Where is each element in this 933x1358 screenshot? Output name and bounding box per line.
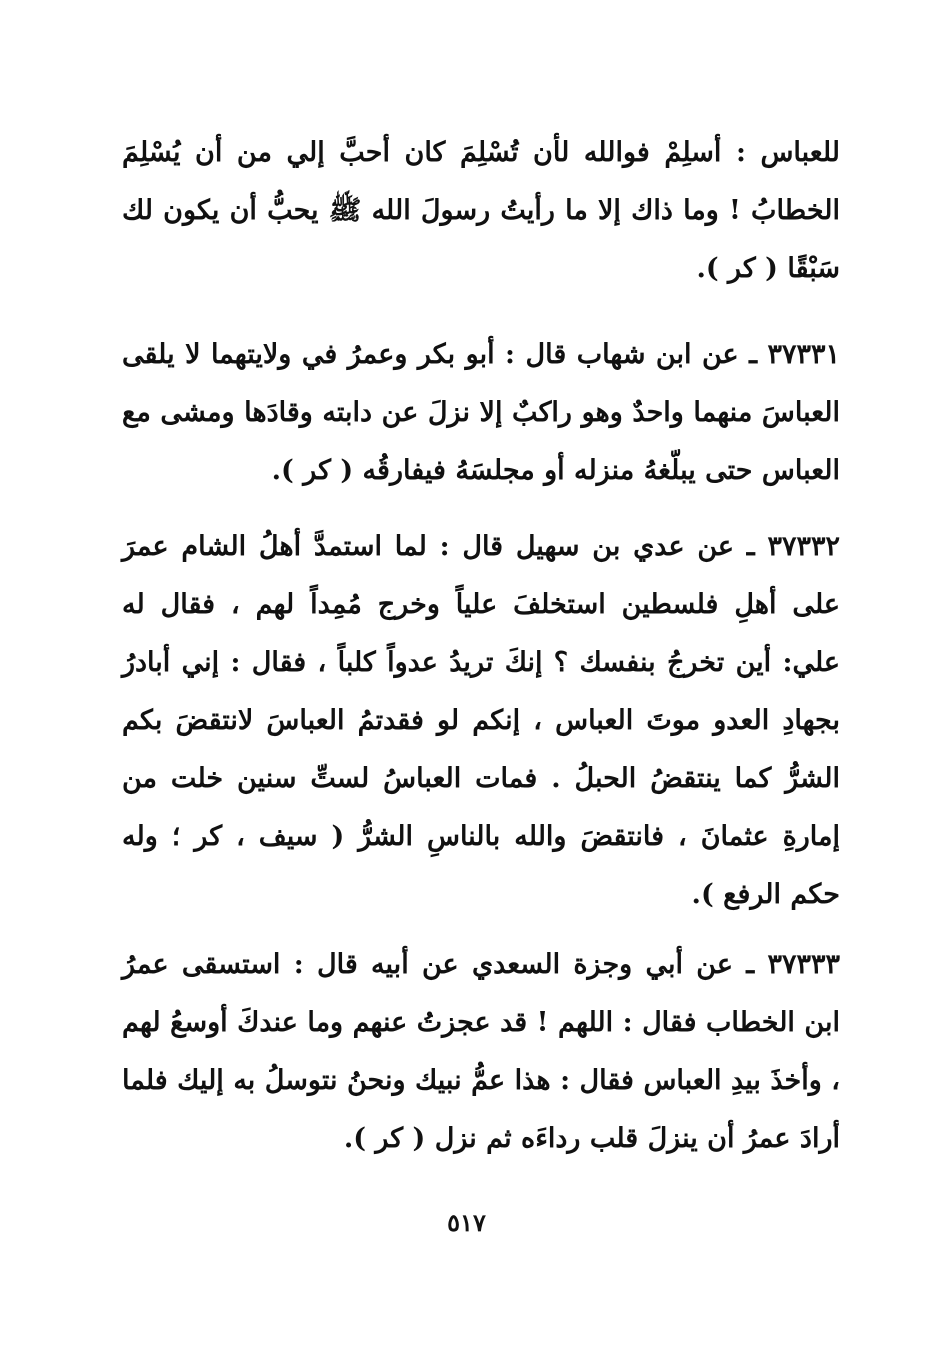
paragraph-text: للعباس : أسلِمْ فوالله لأن تُسْلِمَ كان أحبَّ إلي من أن يُسْلِمَ الخطابُ ! وما ذاك إلا ما رأيتُ رسولَ الله ﷺ يحبُّ أن يكون لك سَبْقًا ( كر ). [122,137,840,284]
paragraph-hadith-37331 [122,326,840,500]
paragraph-text: ٣٧٣٣١ ـ عن ابن شهاب قال : أبو بكر وعمرُ في ولايتهما لا يلقى العباسَ منهما واحدٌ وهو راكبٌ إلا نزلَ عن دابته وقادَها ومشى مع العباس حتى يبلّغهُ منزله أو مجلسَهُ فيفارقُه ( كر ). [122,339,840,486]
paragraph-text: ٣٧٣٣٢ ـ عن عدي بن سهيل قال : لما استمدَّ أهلُ الشام عمرَ على أهلِ فلسطين استخلفَ علياً وخرج مُمِداً لهم ، فقال له علي: أين تخرجُ بنفسك ؟ إنكَ تريدُ عدواً كلباً ، فقال : إني أبادرُ بجهادِ العدو موتَ العباس ، إنكم لو فقدتمُ العباسَ لانتقضَ بكم الشرُّ كما ينتقضُ الحبلُ . فمات العباسُ لستِّ سنين خلت من إمارةِ عثمانَ ، فانتقضَ والله بالناسِ الشرُّ ( سيف ، كر ؛ وله حكم الرفع ). [122,531,840,910]
paragraph-hadith-37332 [122,518,840,924]
paragraph-hadith-37333 [122,936,840,1168]
page-number: ٥١٧ [447,1208,486,1237]
paragraph-text: ٣٧٣٣٣ ـ عن أبي وجزة السعدي عن أبيه قال : استسقى عمرُ ابن الخطاب فقال : اللهم ! قد عجزتُ عنهم وما عندكَ أوسعُ لهم ، وأخذَ بيدِ العباس فقال : هذا عمُّ نبيك ونحنُ نتوسلُ به إليك فلما أرادَ عمرُ أن ينزلَ قلب رداءَه ثم نزل ( كر ). [122,949,840,1154]
paragraph-1 [122,124,840,298]
